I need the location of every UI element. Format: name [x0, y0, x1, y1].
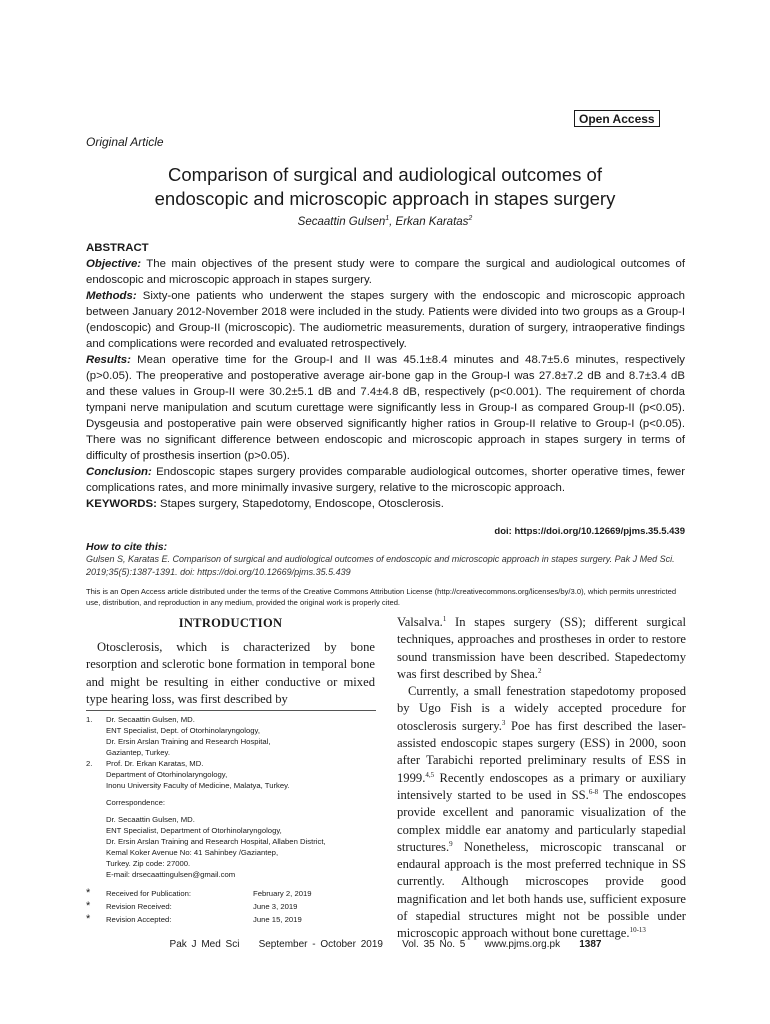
results-text: Mean operative time for the Group-I and II was 45.1±8.4 minutes and 48.7±5.6 minutes, respectively (p>0.05). The preoperative and postoperative average air-bone gap in the Group-I was 27.8±7.2 dB and 8.7±3.4 dB and these values in Group-II were 30.2±5.1 dB and 7.4±4.8 dB, respectively (p<0.001). The requirement of chorda tympani nerve manipulation and scutum curettage were significantly less in Group-I as compared Group-II (p<0.05). Dysgeusia and postoperative pain were observed significantly higher ratios in Group-II relative to Group-I (p<0.05). There was no significant difference between endoscopic and microscopic approach in stapes surgery in terms of difficulty of prosthesis insertion (p>0.05). — [86, 354, 685, 462]
citation-ref: 9 — [449, 839, 453, 848]
methods-text: Sixty-one patients who underwent the stapes surgery with the endoscopic and microscopic approach between January 2012-November 2018 were included in the study. Patients were divided into two groups as a Group-I (endoscopic) and Group-II (microscopic). The audiometric measurements, duration of surgery, intraoperative findings and complications were recorded and evaluated retrospectively. — [86, 290, 685, 350]
left-column — [86, 616, 375, 708]
author-2: Erkan Karatas — [395, 216, 469, 228]
correspondence-block — [106, 814, 376, 880]
date-label: Revision Accepted: — [106, 915, 172, 924]
correspondence-line: ENT Specialist, Department of Otorhinolaryngology, — [106, 826, 282, 835]
title-line-2: endoscopic and microscopic approach in stapes surgery — [154, 188, 616, 209]
footer-journal: Pak J Med Sci — [169, 939, 240, 950]
conclusion-text: Endoscopic stapes surgery provides comparable audiological outcomes, shorter operative times, fewer complications rates, and more minimally invasive surgery, relative to the microscopic approach. — [86, 466, 685, 494]
conclusion-label: Conclusion: — [86, 466, 152, 478]
footnote-2-number: 2. — [86, 759, 93, 768]
citation-ref: 4,5 — [425, 770, 435, 779]
correspondence-label: Correspondence: — [106, 798, 165, 807]
date-revision-received — [86, 901, 376, 912]
authors — [86, 216, 684, 228]
footnote-1-number: 1. — [86, 715, 93, 724]
date-value: June 15, 2019 — [253, 915, 302, 924]
para-text: Valsalva. — [397, 615, 443, 629]
citation-ref: 6-8 — [588, 787, 599, 796]
correspondence-line: Dr. Ersin Arslan Training and Research Hospital, Allaben District, — [106, 837, 326, 846]
cite-text: Gulsen S, Karatas E. Comparison of surgical and audiological outcomes of endoscopic and microscopic approach in stapes surgery. Pak J Med Sci. 2019;35(5):1387-1391. doi: https://doi.org/10.12669/pjms.35.5.439 — [86, 554, 675, 577]
paper-title — [86, 163, 684, 211]
results-label: Results: — [86, 354, 131, 366]
date-label: Revision Received: — [106, 902, 172, 911]
citation-ref: 3 — [501, 718, 506, 727]
para-text: Nonetheless, microscopic transcanal or endaural approach is the most preferred technique in SS currently. Although microscopes provide good magnification and let both hands use, sufficient exposure of stapedial structures might not be possible under microscopic approach without bone curettage. — [397, 839, 686, 941]
author-2-affiliation: 2 — [468, 215, 473, 223]
publication-dates — [86, 888, 376, 925]
date-value: February 2, 2019 — [253, 889, 312, 898]
introduction-heading: INTRODUCTION — [178, 616, 283, 630]
date-label: Received for Publication: — [106, 889, 192, 898]
keywords — [86, 498, 444, 510]
license-text: This is an Open Access article distributed under the terms of the Creative Commons Attribution License (http://creativecommons.org/licenses/by/3.0), which permits unrestricted use, distribution, and reproduction in any medium, provided the original work is properly cited. — [86, 587, 677, 607]
abstract — [86, 240, 685, 496]
objective-label: Objective: — [86, 258, 142, 270]
right-column — [397, 614, 686, 943]
footnote-2 — [86, 758, 376, 791]
footer-page-number: 1387 — [579, 939, 602, 950]
intro-paragraph-continued — [397, 614, 686, 683]
correspondence-email[interactable]: E-mail: drsecaattingulsen@gmail.com — [106, 870, 236, 879]
footnote-1-line: Dr. Ersin Arslan Training and Research Hospital, — [106, 737, 271, 746]
doi-link[interactable]: doi: https://doi.org/10.12669/pjms.35.5.439 — [494, 526, 685, 537]
correspondence-line: Kemal Koker Avenue No: 41 Sahinbey /Gaziantep, — [106, 848, 279, 857]
abstract-methods — [86, 288, 685, 352]
footnote-1-body — [106, 714, 376, 758]
footnote-1-line: Dr. Secaattin Gulsen, MD. — [106, 715, 195, 724]
correspondence-line: Turkey. Zip code: 27000. — [106, 859, 191, 868]
para-text: Currently, a small fenestration stapedotomy proposed by Ugo Fish is a widely accepted procedure for otosclerosis surgery. — [397, 684, 686, 733]
methods-label: Methods: — [86, 290, 137, 302]
footnotes — [86, 710, 376, 927]
keywords-text: Stapes surgery, Stapedotomy, Endoscope, Otosclerosis. — [156, 498, 444, 510]
footnote-1 — [86, 714, 376, 758]
author-separator: , — [389, 216, 396, 228]
date-bullet: * — [86, 900, 91, 912]
abstract-heading: ABSTRACT — [86, 242, 149, 254]
footer-volume: Vol. 35 No. 5 — [402, 939, 466, 950]
abstract-objective — [86, 256, 685, 288]
citation-ref: 2 — [537, 666, 542, 675]
footer-website[interactable]: www.pjms.org.pk — [484, 939, 561, 950]
title-line-1: Comparison of surgical and audiological outcomes of — [168, 164, 602, 185]
footnote-2-line: Inonu University Faculty of Medicine, Malatya, Turkey. — [106, 781, 290, 790]
correspondence-line: Dr. Secaattin Gulsen, MD. — [106, 815, 195, 824]
abstract-conclusion — [86, 464, 685, 496]
date-bullet: * — [86, 913, 91, 925]
para-text: In stapes surgery (SS); different surgical techniques, approaches and prostheses in order to restore sound transmission have been described. Stapedectomy was first described by Shea. — [397, 615, 686, 681]
footnote-rule — [86, 710, 376, 711]
keywords-label: KEYWORDS: — [86, 498, 157, 510]
para-text: Recently endoscopes as a primary or auxiliary intensively started to be used in SS. — [397, 770, 686, 802]
footnote-2-line: Prof. Dr. Erkan Karatas, MD. — [106, 759, 204, 768]
cite-heading: How to cite this: — [86, 541, 168, 553]
citation-ref: 1 — [442, 614, 447, 623]
para-text: Poe has first described the laser-assisted endoscopic stapes surgery (ESS) in 2000, soon after Tarabichi reported preliminary results of ESS in 1999. — [397, 718, 686, 785]
date-revision-accepted — [86, 914, 376, 925]
date-value: June 3, 2019 — [253, 902, 298, 911]
open-access-badge: Open Access — [574, 110, 660, 127]
page-footer — [86, 939, 685, 950]
article-type: Original Article — [86, 135, 164, 149]
footer-issue: September - October 2019 — [258, 939, 383, 950]
author-1-affiliation: 1 — [385, 215, 390, 223]
footnote-1-line: Gaziantep, Turkey. — [106, 748, 170, 757]
intro-paragraph-2 — [397, 683, 686, 942]
footnote-1-line: ENT Specialist, Dept. of Otorhinolaryngology, — [106, 726, 260, 735]
intro-paragraph-1: Otosclerosis, which is characterized by bone resorption and sclerotic bone formation in temporal bone and might be resulting in either conductive or mixed type hearing loss, was first described by — [86, 640, 375, 706]
footnote-2-body — [106, 758, 376, 791]
date-bullet: * — [86, 887, 91, 899]
author-1: Secaattin Gulsen — [297, 216, 386, 228]
citation-ref: 10-13 — [629, 926, 646, 935]
objective-text: The main objectives of the present study were to compare the surgical and audiological outcomes of endoscopic and microscopic approach in stapes surgery. — [86, 258, 685, 286]
abstract-results — [86, 352, 685, 464]
footnote-2-line: Department of Otorhinolaryngology, — [106, 770, 228, 779]
date-received — [86, 888, 376, 899]
para-text: The endoscopes provide excellent and panoramic visualization of the complex middle ear anatomy and particularly stapedial structures. — [397, 787, 686, 854]
